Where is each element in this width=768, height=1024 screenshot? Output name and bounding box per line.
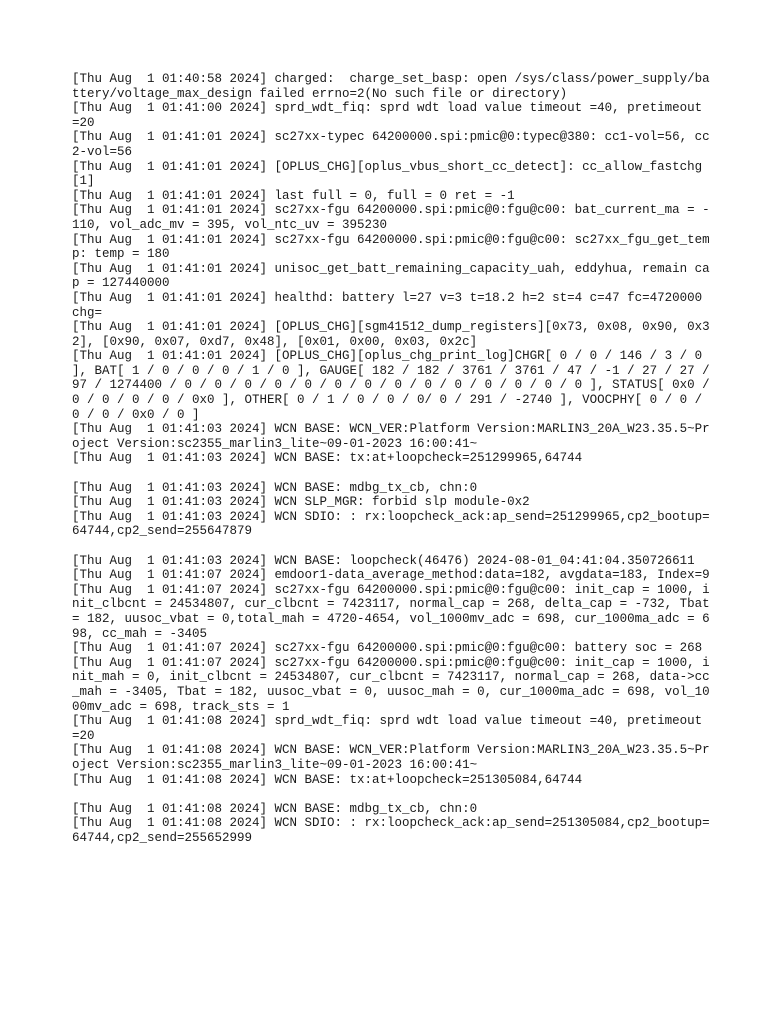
log-line: [Thu Aug 1 01:41:00 2024] sprd_wdt_fiq: sprd wdt load value timeout =40, pretimeout =20 [72, 101, 710, 130]
log-line: [Thu Aug 1 01:41:01 2024] [OPLUS_CHG][sgm41512_dump_registers][0x73, 0x08, 0x90, 0x32], [0x90, 0x07, 0xd7, 0x48], [0x01, 0x00, 0x03, 0x2c] [72, 320, 710, 349]
log-blank-line [72, 539, 712, 554]
log-line: [Thu Aug 1 01:41:03 2024] WCN BASE: loopcheck(46476) 2024-08-01_04:41:04.350726611 [72, 553, 695, 568]
log-line: [Thu Aug 1 01:40:58 2024] charged: charge_set_basp: open /sys/class/power_supply/battery/voltage_max_design failed errno=2(No such file or directory) [72, 72, 710, 101]
log-blank-line [72, 787, 712, 802]
log-line: [Thu Aug 1 01:41:08 2024] WCN BASE: tx:at+loopcheck=251305084,64744 [72, 772, 583, 787]
log-line: [Thu Aug 1 01:41:07 2024] sc27xx-fgu 64200000.spi:pmic@0:fgu@c00: init_cap = 1000, init_clbcnt = 24534807, cur_clbcnt = 7423117, normal_cap = 268, delta_cap = -732, Tbat = 182, uusoc_vbat = 0,total_mah = 4720-4654, vol_1000mv_adc = 698, cur_1000ma_adc = 698, cc_mah = -3405 [72, 582, 725, 641]
log-line: [Thu Aug 1 01:41:01 2024] sc27xx-typec 64200000.spi:pmic@0:typec@380: cc1-vol=56, cc2-vol=56 [72, 130, 710, 159]
log-line: [Thu Aug 1 01:41:08 2024] WCN SDIO: : rx:loopcheck_ack:ap_send=251305084,cp2_bootup=64744,cp2_send=255652999 [72, 816, 710, 845]
log-line: [Thu Aug 1 01:41:01 2024] [OPLUS_CHG][oplus_chg_print_log]CHGR[ 0 / 0 / 146 / 3 / 0 ], BAT[ 1 / 0 / 0 / 0 / 1 / 0 ], GAUGE[ 182 / 182 / 3761 / 3761 / 47 / -1 / 27 / 27 / 97 / 1274400 / 0 / 0 / 0 / 0 / 0 / 0 / 0 / 0 / 0 / 0 / 0 / 0 / 0 / 0 ], STATUS[ 0x0 / 0 / 0 / 0 / 0 / 0x0 ], OTHER[ 0 / 1 / 0 / 0 / 0/ 0 / 291 / -2740 ], VOOCPHY[ 0 / 0 / 0 / 0 / 0x0 / 0 ] [72, 349, 718, 422]
log-line: [Thu Aug 1 01:41:03 2024] WCN BASE: mdbg_tx_cb, chn:0 [72, 480, 478, 495]
log-blank-line [72, 466, 712, 481]
log-document [72, 72, 725, 845]
log-line: [Thu Aug 1 01:41:01 2024] healthd: battery l=27 v=3 t=18.2 h=2 st=4 c=47 fc=4720000 chg= [72, 290, 710, 320]
log-line: [Thu Aug 1 01:41:01 2024] last full = 0, full = 0 ret = -1 [72, 188, 515, 203]
log-line: [Thu Aug 1 01:41:08 2024] WCN BASE: mdbg_tx_cb, chn:0 [72, 801, 478, 816]
log-line: [Thu Aug 1 01:41:03 2024] WCN BASE: tx:at+loopcheck=251299965,64744 [72, 451, 583, 466]
log-line: [Thu Aug 1 01:41:03 2024] WCN BASE: WCN_VER:Platform Version:MARLIN3_20A_W23.35.5~Project Version:sc2355_marlin3_lite~09-01-2023 16:00:41~ [72, 422, 710, 451]
log-line: [Thu Aug 1 01:41:07 2024] sc27xx-fgu 64200000.spi:pmic@0:fgu@c00: battery soc = 268 [72, 641, 703, 656]
log-line: [Thu Aug 1 01:41:07 2024] emdoor1-data_average_method:data=182, avgdata=183, Index=9 [72, 568, 710, 583]
log-line: [Thu Aug 1 01:41:01 2024] [OPLUS_CHG][oplus_vbus_short_cc_detect]: cc_allow_fastchg [1] [72, 159, 710, 189]
log-line: [Thu Aug 1 01:41:01 2024] sc27xx-fgu 64200000.spi:pmic@0:fgu@c00: bat_current_ma = -110, vol_adc_mv = 395, vol_ntc_uv = 395230 [72, 203, 710, 232]
log-line: [Thu Aug 1 01:41:03 2024] WCN SLP_MGR: forbid slp module-0x2 [72, 495, 530, 510]
log-line: [Thu Aug 1 01:41:08 2024] sprd_wdt_fiq: sprd wdt load value timeout =40, pretimeout =20 [72, 714, 710, 743]
log-line: [Thu Aug 1 01:41:03 2024] WCN SDIO: : rx:loopcheck_ack:ap_send=251299965,cp2_bootup=64744,cp2_send=255647879 [72, 509, 710, 539]
log-line: [Thu Aug 1 01:41:07 2024] sc27xx-fgu 64200000.spi:pmic@0:fgu@c00: init_cap = 1000, init_mah = 0, init_clbcnt = 24534807, cur_clbcnt = 7423117, normal_cap = 268, data->cc_mah = -3405, Tbat = 182, uusoc_vbat = 0, uusoc_mah = 0, cur_1000ma_adc = 698, vol_1000mv_adc = 698, track_sts = 1 [72, 655, 710, 714]
log-line: [Thu Aug 1 01:41:01 2024] sc27xx-fgu 64200000.spi:pmic@0:fgu@c00: sc27xx_fgu_get_temp: temp = 180 [72, 232, 710, 262]
log-line: [Thu Aug 1 01:41:08 2024] WCN BASE: WCN_VER:Platform Version:MARLIN3_20A_W23.35.5~Project Version:sc2355_marlin3_lite~09-01-2023 16:00:41~ [72, 743, 710, 772]
log-line: [Thu Aug 1 01:41:01 2024] unisoc_get_batt_remaining_capacity_uah, eddyhua, remain cap = 127440000 [72, 261, 710, 291]
